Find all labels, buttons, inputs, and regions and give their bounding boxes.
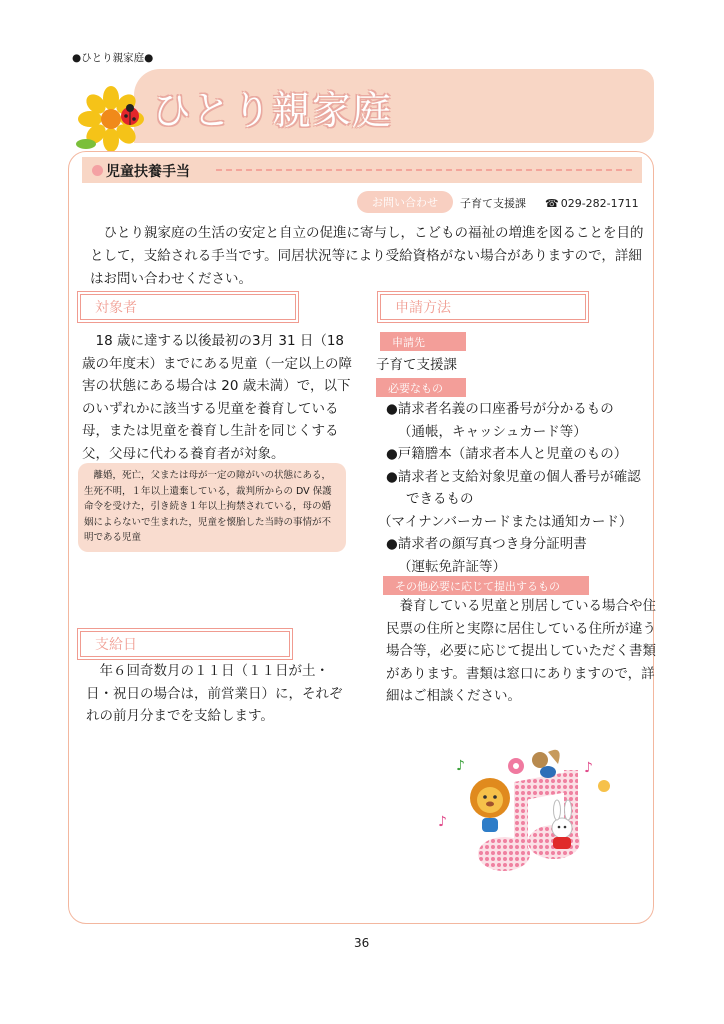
sonota-text: 養育している児童と別居している場合や住民票の住所と実際に居住している住所が違う場合等，必要に応じて提出していただく書類があります。書類は窓口にありますので，詳細はご相談ください。 [386, 598, 656, 704]
list-item: ●請求者と支給対象児童の個人番号が確認 [386, 466, 656, 489]
heading-taishosha: 対象者 [80, 294, 296, 320]
phone-icon: ☎ [545, 197, 559, 210]
taishosha-text: 18 歳に達する以後最初の3月 31 日（18 歳の年度末）までにある児童（一定以上の障害の状態にある場合は 20 歳未満）で，以下のいずれかに該当する児童を養育している母，または児童を養育し生計を同じくする父，父母に代わる養育者が対象。 [82, 333, 352, 462]
section-bullet-dot [92, 165, 103, 176]
page-number: 36 [354, 936, 370, 950]
list-item-sub: （マイナンバーカードまたは通知カード） [378, 513, 633, 530]
required-docs-list [378, 398, 656, 578]
running-head: ●ひとり親家庭● [72, 52, 154, 64]
heading-kyufubi: 支給日 [80, 631, 290, 657]
list-item-sub: （通帳，キャッシュカード等） [398, 423, 587, 440]
list-item-sub: （運転免許証等） [398, 558, 506, 575]
contact-dept: 子育て支援課 [460, 197, 526, 210]
kyufubi-text: 年６回奇数月の１１日（１１日が土・日・祝日の場合は，前営業日）に，それぞれの前月分までを支給します。 [86, 663, 343, 724]
intro-text: ひとり親家庭の生活の安定と自立の促進に寄与し，こどもの福祉の増進を図ることを目的として，支給される手当です。同居状況等により受給資格がない場合がありますので，詳細はお問い合わせください。 [90, 225, 644, 287]
list-item: ●請求者名義の口座番号が分かるもの [386, 398, 656, 421]
bullet: ● [386, 468, 398, 485]
svg-text:♪: ♪ [438, 814, 447, 830]
contact-phone: 029-282-1711 [560, 197, 639, 210]
bullet: ● [386, 401, 398, 417]
list-item: ●請求者の顔写真つき身分証明書 [386, 533, 656, 556]
list-item: ●戸籍謄本（請求者本人と児童のもの） [386, 443, 656, 466]
list-item-cont: できるもの [406, 491, 474, 507]
tag-shinseisaki: 申請先 [380, 332, 466, 351]
taishosha-note [78, 463, 346, 552]
shinseisaki-value: 子育て支援課 [376, 357, 457, 373]
section-title: 児童扶養手当 [106, 164, 190, 180]
svg-text:♪: ♪ [456, 758, 465, 774]
page-title: ひとり親家庭 [152, 89, 393, 134]
animals-music-illustration [436, 742, 632, 872]
heading-shinsei: 申請方法 [380, 294, 586, 320]
flower-ladybug-icon [76, 84, 146, 154]
section-dashed-rule [216, 169, 632, 171]
svg-text:♪: ♪ [584, 760, 593, 776]
tag-hitsuyo: 必要なもの [376, 378, 466, 397]
bullet: ● [386, 536, 398, 552]
tag-sonota: その他必要に応じて提出するもの [383, 576, 589, 595]
contact-info [460, 195, 639, 211]
contact-label: お問い合わせ [357, 191, 453, 213]
bullet: ● [386, 446, 398, 462]
taishosha-note-text: 離婚，死亡，父または母が一定の障がいの状態にある，生死不明，１年以上遺棄している，裁判所からの DV 保護命令を受けた，引き続き１年以上拘禁されている，母の婚姻によらないで生まれた，児童を懐胎した当時の事情が不明である児童 [84, 470, 332, 543]
